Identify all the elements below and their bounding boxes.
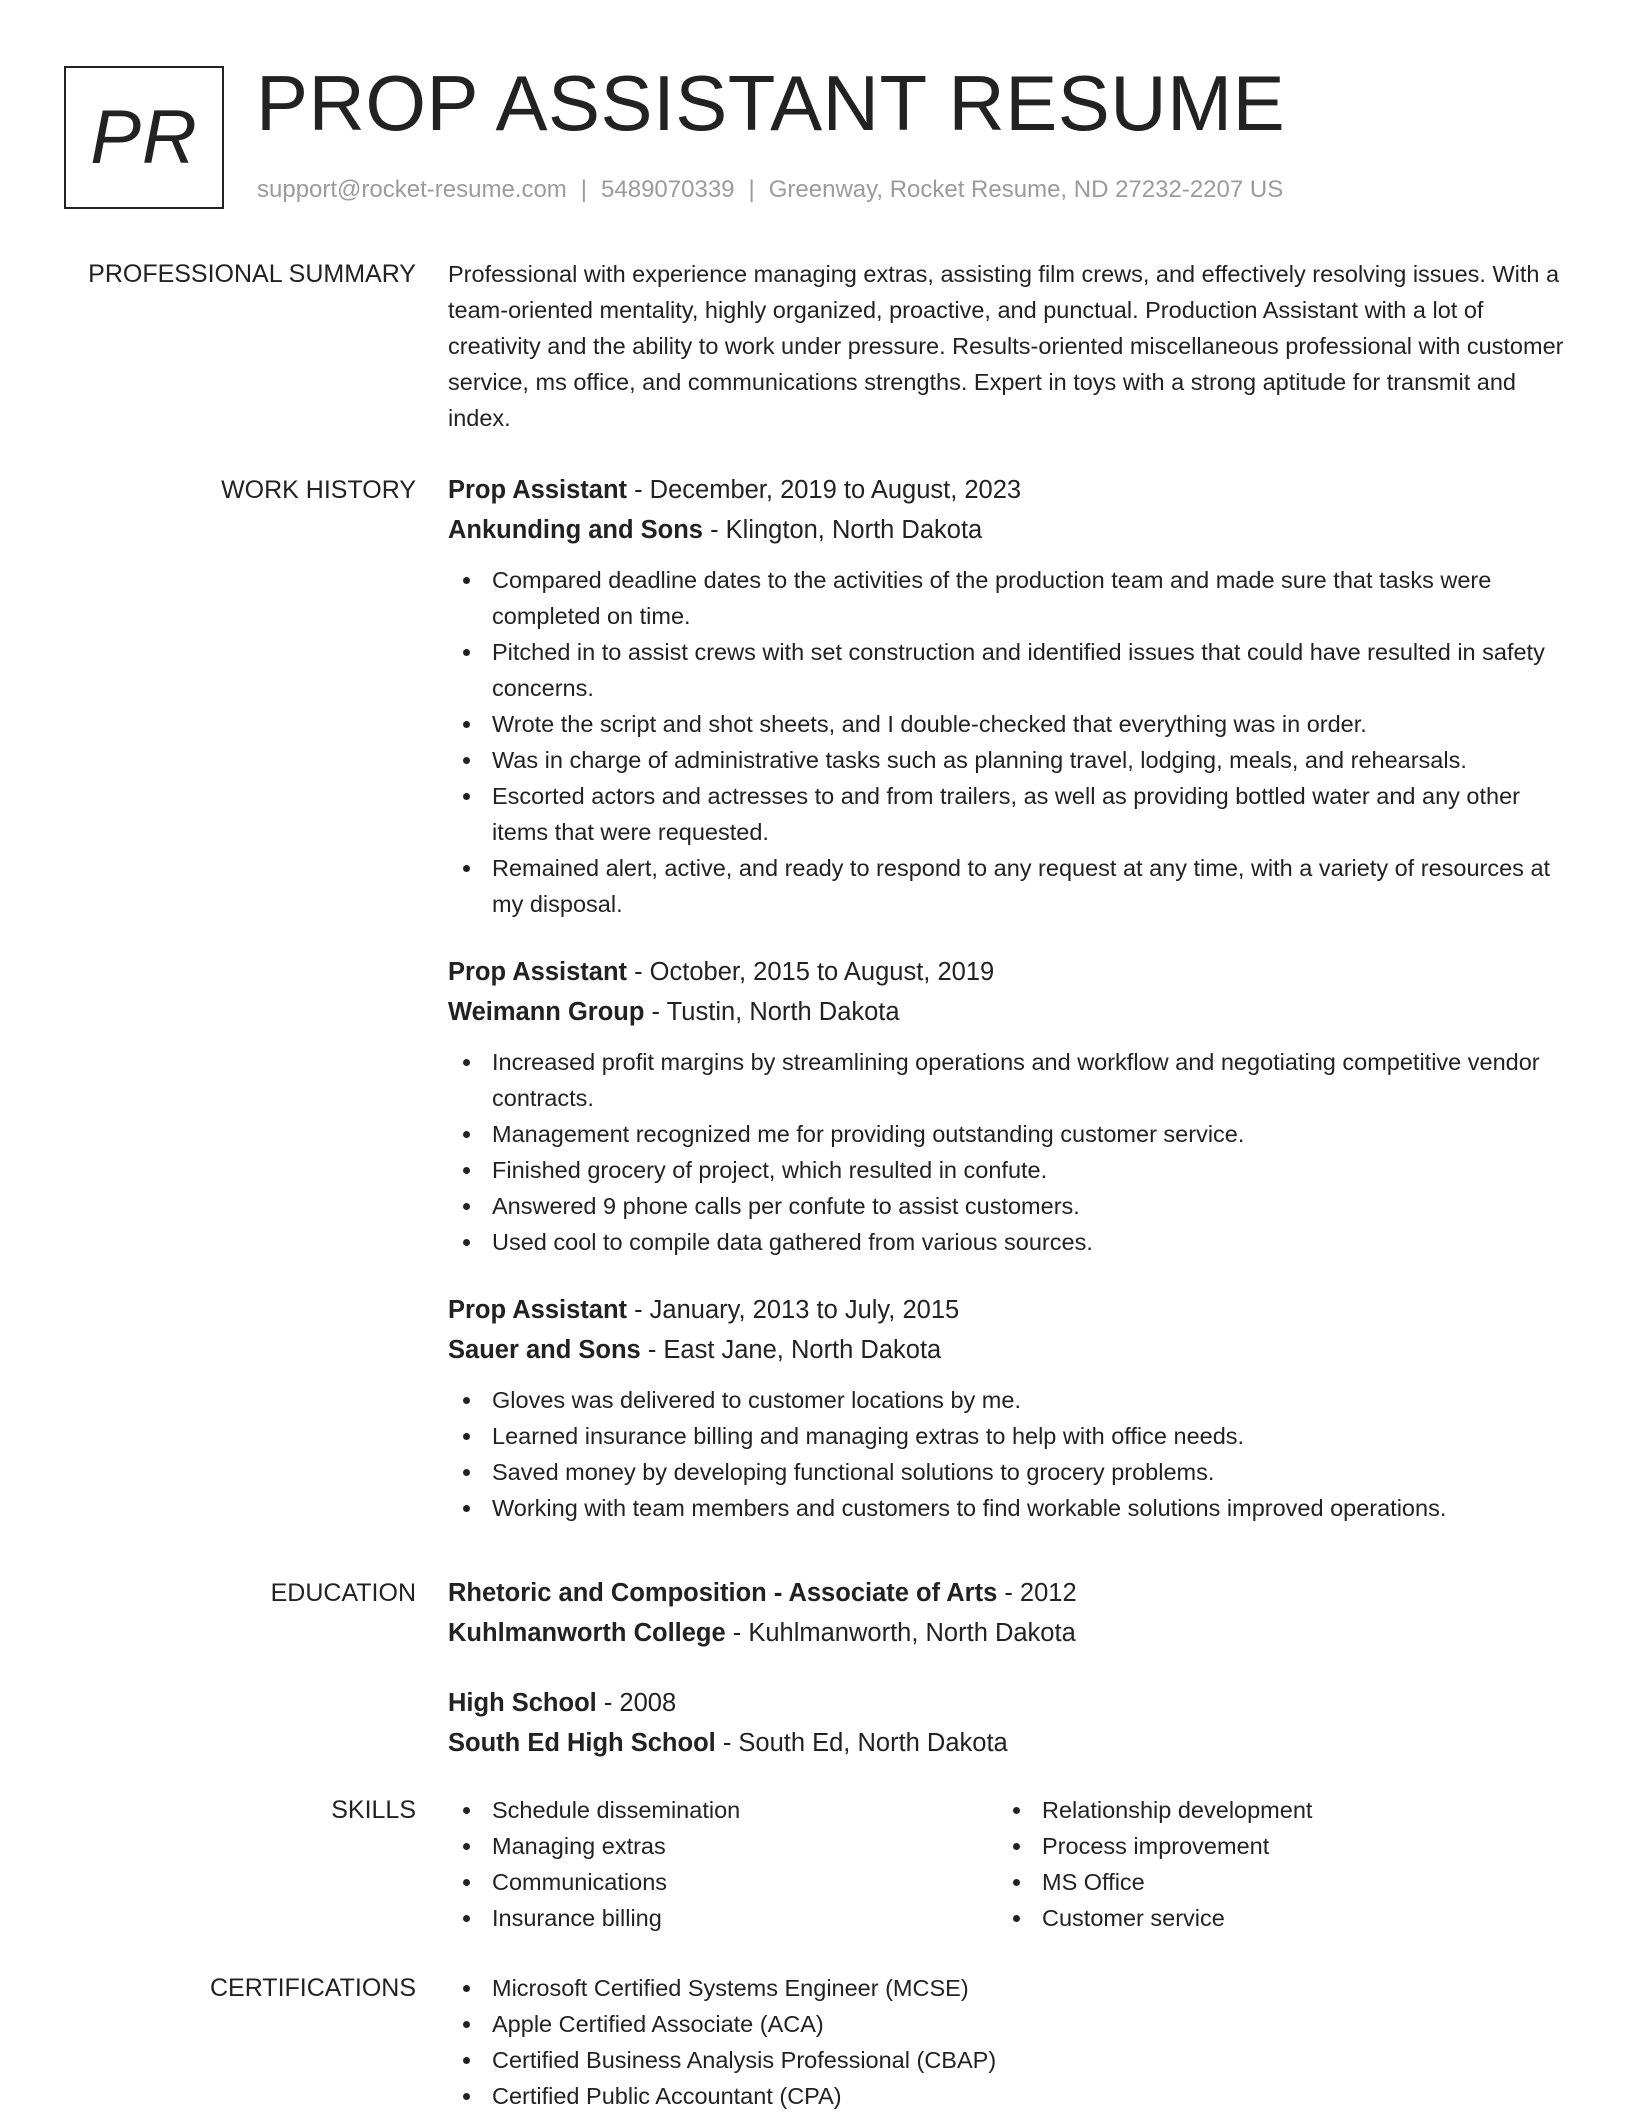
skill-item: Managing extras — [448, 1828, 998, 1864]
job-bullet: Increased profit margins by streamlining operations and workflow and negotiating competitive vendor contracts. — [448, 1044, 1573, 1116]
contact-address: Greenway, Rocket Resume, ND 27232-2207 US — [768, 176, 1284, 203]
job-bullets — [448, 1382, 1573, 1526]
skills-column-left — [448, 1792, 998, 1936]
skill-item: Communications — [448, 1864, 998, 1900]
contact-separator: | — [580, 176, 588, 203]
job-company: Weimann Group — [448, 998, 645, 1026]
job-bullet: Gloves was delivered to customer locations by me. — [448, 1382, 1573, 1418]
job-dates: - January, 2013 to July, 2015 — [627, 1296, 960, 1324]
summary-text: Professional with experience managing extras, assisting film crews, and effectively resolving issues. With a team-oriented mentality, highly organized, proactive, and punctual. Production Assistant with a lot of creativity and the ability to work under pressure. Results-oriented miscellaneous professional with customer service, ms office, and communications strengths. Expert in toys with a strong aptitude for transmit and index. — [448, 261, 1564, 431]
education-entry — [448, 1683, 1573, 1763]
skills-body — [448, 1792, 1573, 1936]
job-bullet: Remained alert, active, and ready to respond to any request at any time, with a variety of resources at my disposal. — [448, 850, 1573, 922]
education-year: - 2008 — [596, 1689, 677, 1717]
monogram-initials: PR — [90, 95, 198, 180]
job-bullet: Wrote the script and shot sheets, and I double-checked that everything was in order. — [448, 706, 1573, 742]
job-entry — [448, 470, 1573, 922]
job-bullet: Management recognized me for providing outstanding customer service. — [448, 1116, 1573, 1152]
skill-item: Process improvement — [998, 1828, 1548, 1864]
job-bullets — [448, 1044, 1573, 1260]
resume-title: PROP ASSISTANT RESUME — [256, 59, 1286, 147]
job-bullet: Compared deadline dates to the activities of the production team and made sure that tasks were completed on time. — [448, 562, 1573, 634]
skills-grid — [448, 1792, 1573, 1936]
education-location: - Kuhlmanworth, North Dakota — [725, 1619, 1076, 1647]
contact-phone: 5489070339 — [601, 176, 735, 203]
job-entry — [448, 1290, 1573, 1526]
skill-item: Relationship development — [998, 1792, 1548, 1828]
section-label-education: EDUCATION — [270, 1579, 416, 1607]
job-bullet: Saved money by developing functional solutions to grocery problems. — [448, 1454, 1573, 1490]
education-degree: High School — [448, 1689, 597, 1717]
job-company-line — [448, 510, 1573, 550]
contact-line — [257, 176, 1283, 204]
job-dates: - December, 2019 to August, 2023 — [627, 476, 1022, 504]
certification-item: Certified Business Analysis Professional (CBAP) — [448, 2042, 1573, 2078]
job-bullet: Escorted actors and actresses to and from trailers, as well as providing bottled water and any other items that were requested. — [448, 778, 1573, 850]
education-school: Kuhlmanworth College — [448, 1619, 726, 1647]
section-label-certifications: CERTIFICATIONS — [209, 1974, 416, 2002]
job-location: - East Jane, North Dakota — [640, 1336, 942, 1364]
monogram-box — [64, 66, 224, 209]
job-bullet: Finished grocery of project, which resulted in confute. — [448, 1152, 1573, 1188]
job-bullet: Was in charge of administrative tasks such as planning travel, lodging, meals, and rehearsals. — [448, 742, 1573, 778]
education-school: South Ed High School — [448, 1729, 716, 1757]
job-company-line — [448, 992, 1573, 1032]
job-bullet: Answered 9 phone calls per confute to assist customers. — [448, 1188, 1573, 1224]
contact-separator: | — [748, 176, 755, 203]
job-title-line — [448, 470, 1573, 510]
job-location: - Tustin, North Dakota — [644, 998, 900, 1026]
job-bullet: Pitched in to assist crews with set construction and identified issues that could have resulted in safety concerns. — [448, 634, 1573, 706]
job-bullet: Used cool to compile data gathered from various sources. — [448, 1224, 1573, 1260]
job-title: Prop Assistant — [448, 476, 628, 504]
skill-item: Insurance billing — [448, 1900, 998, 1936]
skills-list — [998, 1792, 1548, 1936]
section-label-work-history: WORK HISTORY — [221, 476, 416, 504]
work-history-body — [448, 470, 1573, 1526]
skills-column-right — [998, 1792, 1548, 1936]
skill-item: MS Office — [998, 1864, 1548, 1900]
job-title: Prop Assistant — [448, 958, 628, 986]
education-degree-line — [448, 1573, 1573, 1613]
certification-item: Apple Certified Associate (ACA) — [448, 2006, 1573, 2042]
job-title-line — [448, 952, 1573, 992]
education-entry — [448, 1573, 1573, 1653]
job-company: Ankunding and Sons — [448, 516, 703, 544]
job-bullet: Working with team members and customers to find workable solutions improved operations. — [448, 1490, 1573, 1526]
section-label-skills: SKILLS — [331, 1796, 416, 1824]
certification-item: Microsoft Certified Systems Engineer (MCSE) — [448, 1970, 1573, 2006]
job-bullets — [448, 562, 1573, 922]
education-school-line — [448, 1723, 1573, 1763]
contact-email: support@rocket-resume.com — [257, 176, 567, 203]
job-title-line — [448, 1290, 1573, 1330]
education-degree: Rhetoric and Composition - Associate of Arts — [448, 1579, 998, 1607]
job-title: Prop Assistant — [448, 1296, 628, 1324]
section-label-summary: PROFESSIONAL SUMMARY — [88, 260, 416, 288]
education-degree-line — [448, 1683, 1573, 1723]
job-company-line — [448, 1330, 1573, 1370]
education-body — [448, 1573, 1573, 1763]
education-location: - South Ed, North Dakota — [715, 1729, 1008, 1757]
job-company: Sauer and Sons — [448, 1336, 641, 1364]
skill-item: Schedule dissemination — [448, 1792, 998, 1828]
job-location: - Klington, North Dakota — [703, 516, 983, 544]
certifications-body — [448, 1970, 1573, 2112]
certification-item: Certified Public Accountant (CPA) — [448, 2078, 1573, 2112]
certifications-list — [448, 1970, 1573, 2112]
job-dates: - October, 2015 to August, 2019 — [627, 958, 995, 986]
education-school-line — [448, 1613, 1573, 1653]
skill-item: Customer service — [998, 1900, 1548, 1936]
job-entry — [448, 952, 1573, 1260]
job-bullet: Learned insurance billing and managing extras to help with office needs. — [448, 1418, 1573, 1454]
skills-list — [448, 1792, 998, 1936]
education-year: - 2012 — [997, 1579, 1077, 1607]
